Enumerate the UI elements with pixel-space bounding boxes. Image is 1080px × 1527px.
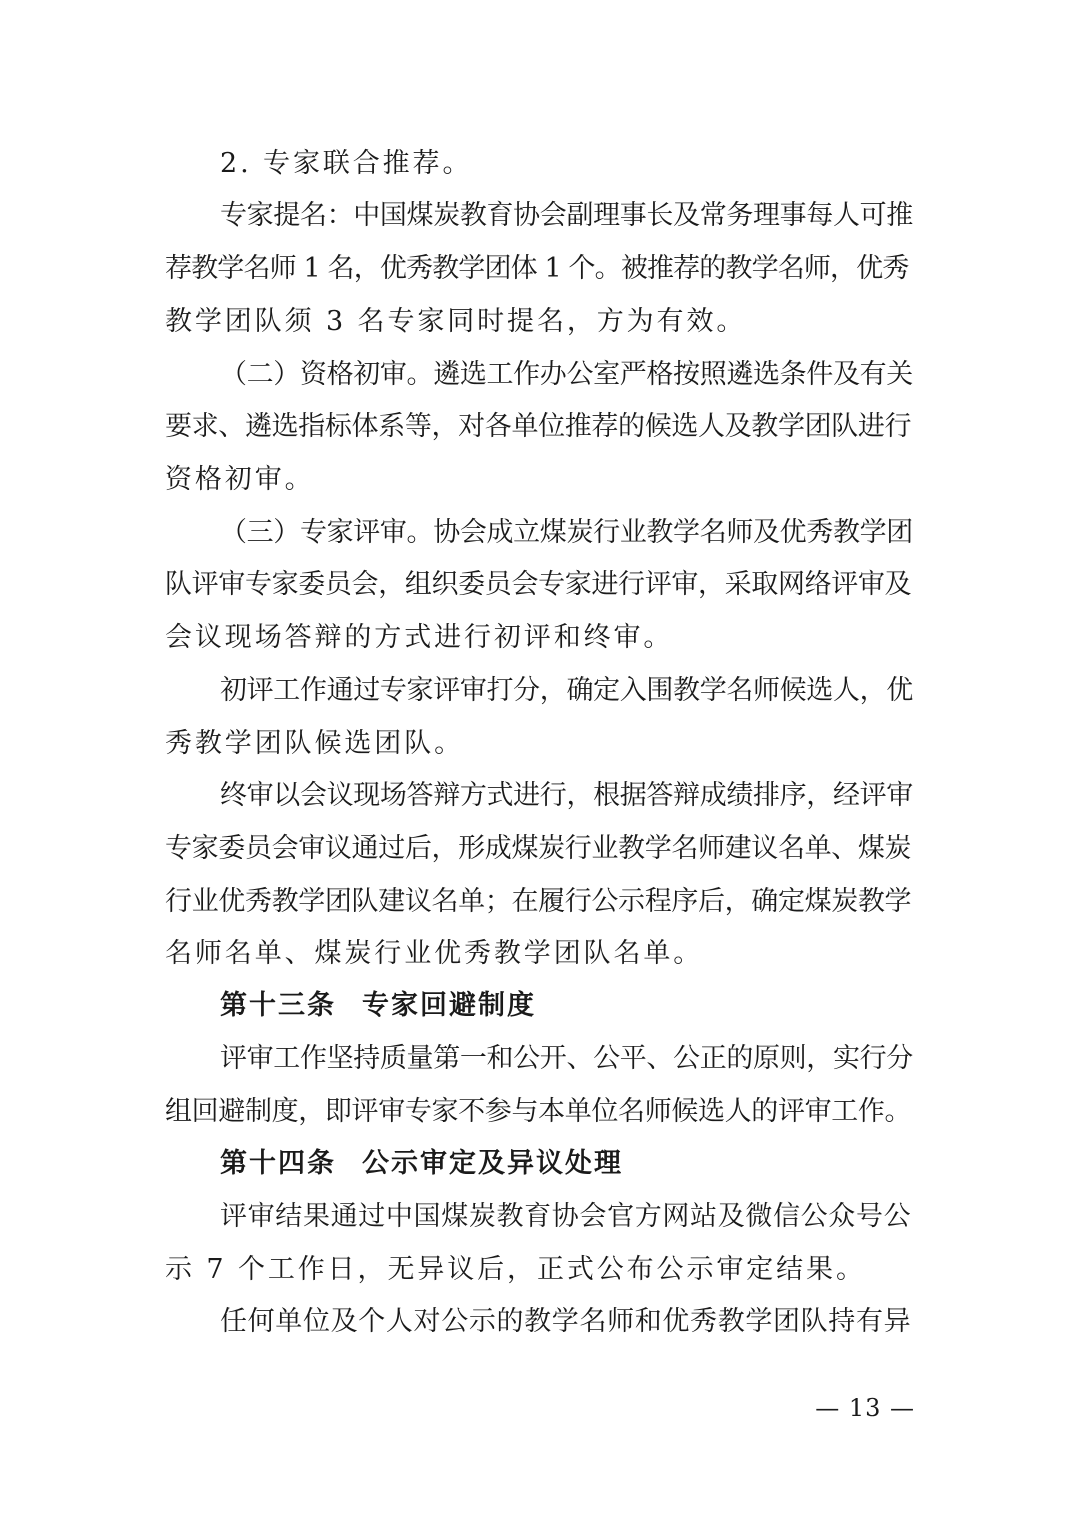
paragraph-line: 任何单位及个人对公示的教学名师和优秀教学团队持有异	[220, 1306, 912, 1337]
paragraph-line: 名师名单、煤炭行业优秀教学团队名单。	[165, 938, 704, 969]
article-title: 专家回避制度	[362, 990, 536, 1021]
paragraph-line: 要求、遴选指标体系等，对各单位推荐的候选人及教学团队进行	[165, 411, 912, 442]
article-heading-14	[220, 1144, 915, 1184]
article-number: 第十三条	[220, 990, 336, 1021]
paragraph-line: 秀教学团队候选团队。	[165, 728, 464, 759]
article-heading-13	[220, 986, 915, 1026]
paragraph-line: 示 7 个工作日，无异议后，正式公布公示审定结果。	[165, 1254, 866, 1285]
paragraph-line: 组回避制度，即评审专家不参与本单位名师候选人的评审工作。	[165, 1096, 912, 1127]
paragraph-line: 队评审专家委员会，组织委员会专家进行评审，采取网络评审及	[165, 569, 912, 600]
paragraph-line: 会议现场答辩的方式进行初评和终审。	[165, 622, 674, 653]
page-number: — 13 —	[815, 1394, 915, 1422]
paragraph-line: 行业优秀教学团队建议名单；在履行公示程序后，确定煤炭教学	[165, 886, 912, 917]
paragraph-line: 评审结果通过中国煤炭教育协会官方网站及微信公众号公	[220, 1201, 912, 1232]
paragraph-line: 终审以会议现场答辩方式进行，根据答辩成绩排序，经评审	[220, 780, 913, 811]
paragraph-line: 资格初审。	[165, 464, 315, 495]
paragraph-line: 初评工作通过专家评审打分，确定入围教学名师候选人，优	[220, 675, 913, 706]
paragraph-line: 教学团队须 3 名专家同时提名，方为有效。	[165, 306, 747, 337]
article-number: 第十四条	[220, 1148, 336, 1179]
paragraph-line: （三）专家评审。协会成立煤炭行业教学名师及优秀教学团	[220, 517, 913, 548]
paragraph-line: 专家提名：中国煤炭教育协会副理事长及常务理事每人可推	[220, 200, 913, 231]
paragraph-line: 荐教学名师 1 名，优秀教学团体 1 个。被推荐的教学名师，优秀	[165, 253, 909, 284]
paragraph-line: （二）资格初审。遴选工作办公室严格按照遴选条件及有关	[220, 359, 913, 390]
article-title: 公示审定及异议处理	[362, 1148, 623, 1179]
list-item-expert-joint-recommendation: 2. 专家联合推荐。	[220, 148, 473, 179]
paragraph-line: 专家委员会审议通过后，形成煤炭行业教学名师建议名单、煤炭	[165, 833, 912, 864]
paragraph-line: 评审工作坚持质量第一和公开、公平、公正的原则，实行分	[220, 1043, 913, 1074]
